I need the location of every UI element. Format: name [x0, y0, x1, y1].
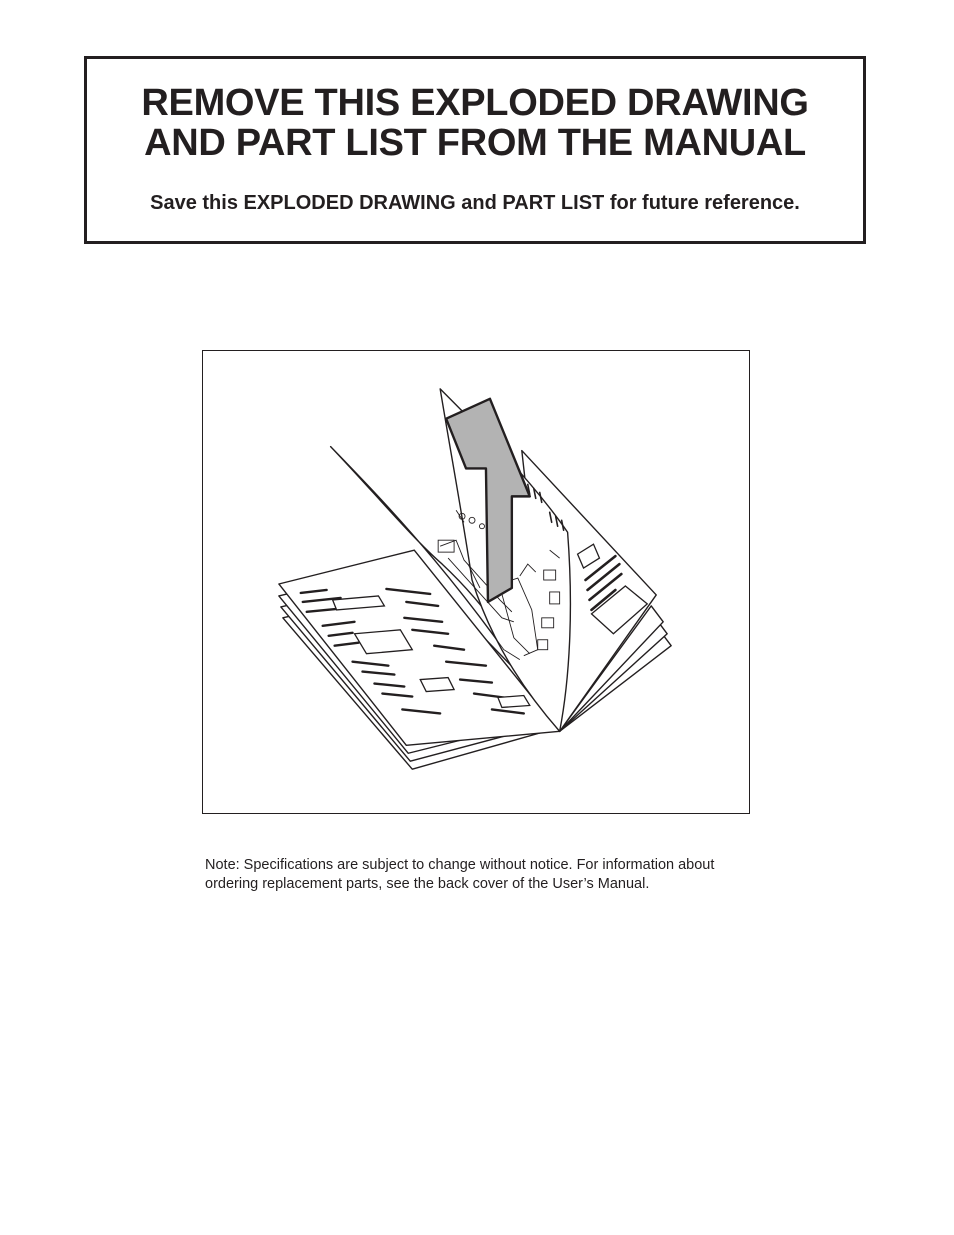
note-text: [205, 856, 765, 894]
manual-pullout-illustration-icon: [203, 351, 749, 813]
title-line-2: AND PART LIST FROM THE MANUAL: [144, 122, 806, 164]
title-line-1: REMOVE THIS EXPLODED DRAWING: [141, 82, 809, 124]
note-line-1: Note: Specifications are subject to change without notice. For information about: [205, 856, 715, 873]
subtitle: Save this EXPLODED DRAWING and PART LIST for future reference.: [150, 192, 800, 214]
illustration-frame: [202, 350, 750, 814]
notice-box: [84, 56, 866, 244]
page-title: [87, 83, 863, 163]
note-line-2: ordering replacement parts, see the back cover of the User’s Manual.: [205, 875, 650, 892]
